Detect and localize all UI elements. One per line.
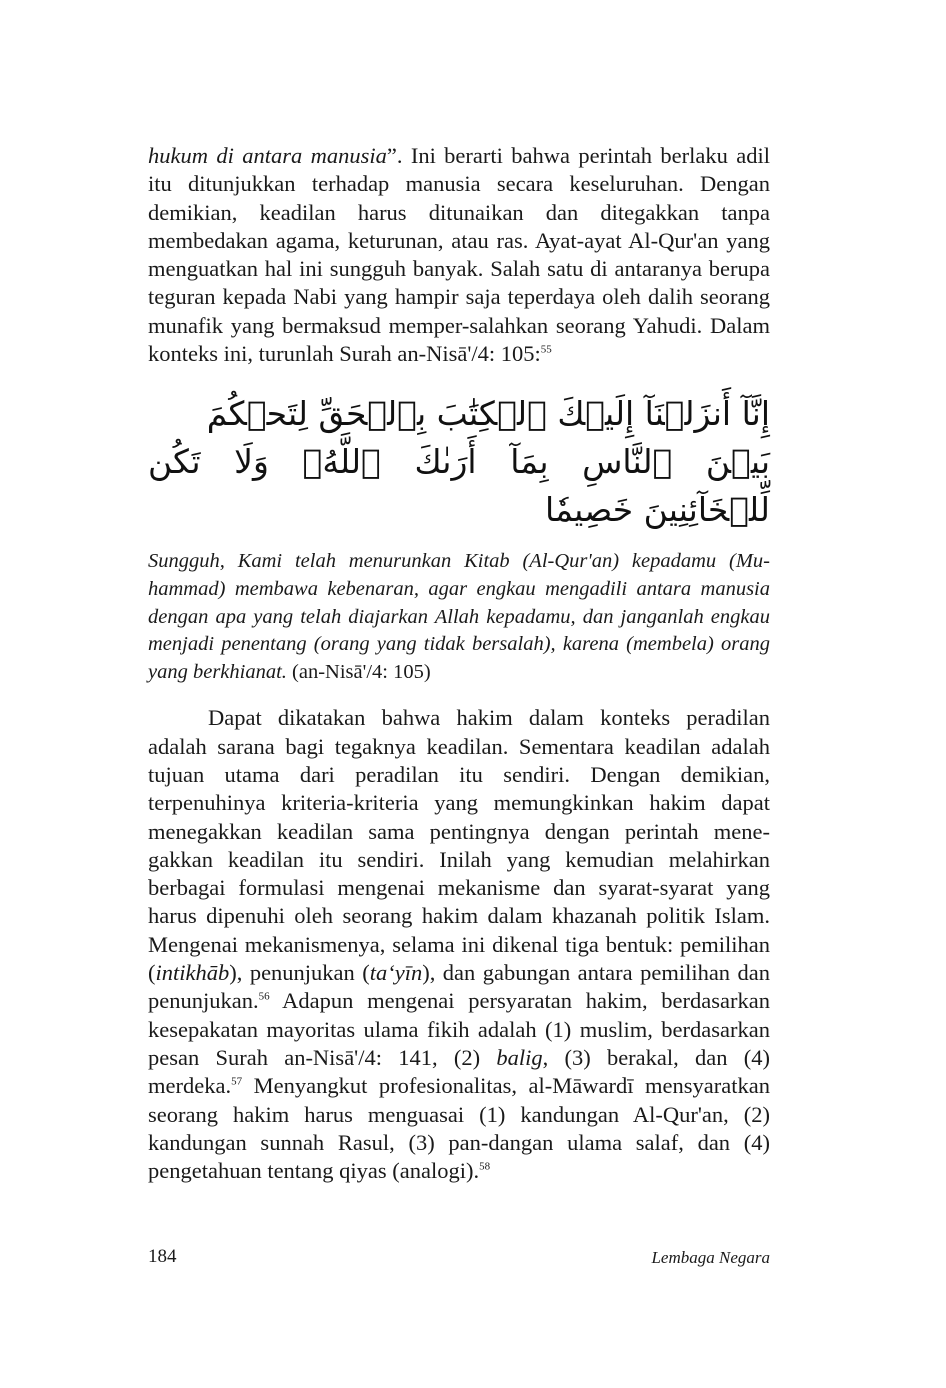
paragraph-2-seg-4: Adapun mengenai persyaratan hakim, berdasarkan kesepakatan mayoritas ulama fikih adalah (1) muslim, berdasarkan pesan Surah an-Nisā'/4: 141, (2) <box>148 988 770 1070</box>
paragraph-2-seg-6: Menyangkut profesionalitas, al-Māwardī mensyaratkan seorang hakim harus menguasai (1) kandungan Al-Qur'an, (2) kandungan sunnah Rasul, (3) pan-dangan ulama salaf, dan (4) pengetahuan tentang qiyas (analogi). <box>148 1073 770 1184</box>
italic-lead: hukum di antara manusia <box>148 143 387 168</box>
paragraph-2 <box>148 704 770 1185</box>
paragraph-2-seg-3: ), dan gabungan antara pemilihan dan penunjukan. <box>148 960 770 1014</box>
running-title: Lembaga Negara <box>651 1248 770 1267</box>
verse-reference: (an-Nisā'/4: 105) <box>286 660 431 683</box>
footnote-ref-57[interactable]: 57 <box>231 1075 243 1088</box>
page-footer <box>148 1246 770 1274</box>
paragraph-1 <box>148 142 770 368</box>
term-intikhab: intikhāb <box>155 960 230 986</box>
quran-verse <box>148 390 770 534</box>
footnote-ref-55[interactable]: 55 <box>540 343 552 356</box>
verse-translation <box>148 548 770 686</box>
term-tayin: ta‘yīn <box>369 960 423 986</box>
verse-line-1: إِنَّآ أَنزَلۡنَآ إِلَيۡكَ ٱلۡكِتَٰبَ بِٱلۡحَقِّ لِتَحۡكُمَ بَيۡنَ ٱلنَّاسِ بِمَآ أَرَىٰكَ ٱللَّهُۚ وَلَا تَكُن <box>148 394 770 482</box>
term-balig: balig <box>496 1044 543 1070</box>
page-number: 184 <box>148 1246 177 1267</box>
footnote-ref-56[interactable]: 56 <box>258 990 270 1003</box>
paragraph-2-seg-5: , (3) berakal, dan (4) merdeka. <box>148 1044 770 1099</box>
paragraph-1-text: ”. Ini berarti bahwa perintah berlaku adil itu ditunjukkan terhadap manusia secara keseluruhan. Dengan demikian, keadilan harus ditunaikan dan ditegakkan tanpa membedakan agama, keturunan, atau ras. Ayat-ayat Al-Qur'an yang menguatkan hal ini sungguh banyak. Salah satu di antaranya berupa teguran kepada Nabi yang hampir saja teperdaya oleh dalih seorang munafik yang bermaksud memper-salahkan seorang Yahudi. Dalam konteks ini, turunlah Surah an-Nisā'/4: 105: <box>148 143 770 367</box>
translation-text: Sungguh, Kami telah menurunkan Kitab (Al-Qur'an) kepadamu (Mu-hammad) membawa kebenaran, agar engkau mengadili antara manusia dengan apa yang telah diajarkan Allah kepadamu, dan janganlah engkau menjadi penentang (orang yang tidak bersalah), karena (membela) orang yang berkhianat. <box>148 550 770 683</box>
verse-line-2: لِّلۡخَآئِنِينَ خَصِيمٗا <box>545 490 770 530</box>
footnote-ref-58[interactable]: 58 <box>479 1160 491 1173</box>
paragraph-2-seg-1: Dapat dikatakan bahwa hakim dalam konteks peradilan adalah sarana bagi tegaknya keadilan. Sementara keadilan adalah tujuan utama dari peradilan itu sendiri. Dengan demikian, terpenuhinya kriteria-kriteria yang memungkinkan hakim dapat menegakkan keadilan sama pentingnya dengan perintah mene-gakkan keadilan itu sendiri. Inilah yang kemudian melahirkan berbagai formulasi mengenai mekanisme dan syarat-syarat yang harus dipenuhi oleh seorang hakim dalam khazanah politik Islam. Mengenai mekanismenya, selama ini dikenal tiga bentuk: pemilihan ( <box>148 705 770 986</box>
page-content <box>148 142 770 1185</box>
paragraph-2-seg-2: ), penunjukan ( <box>229 960 370 986</box>
